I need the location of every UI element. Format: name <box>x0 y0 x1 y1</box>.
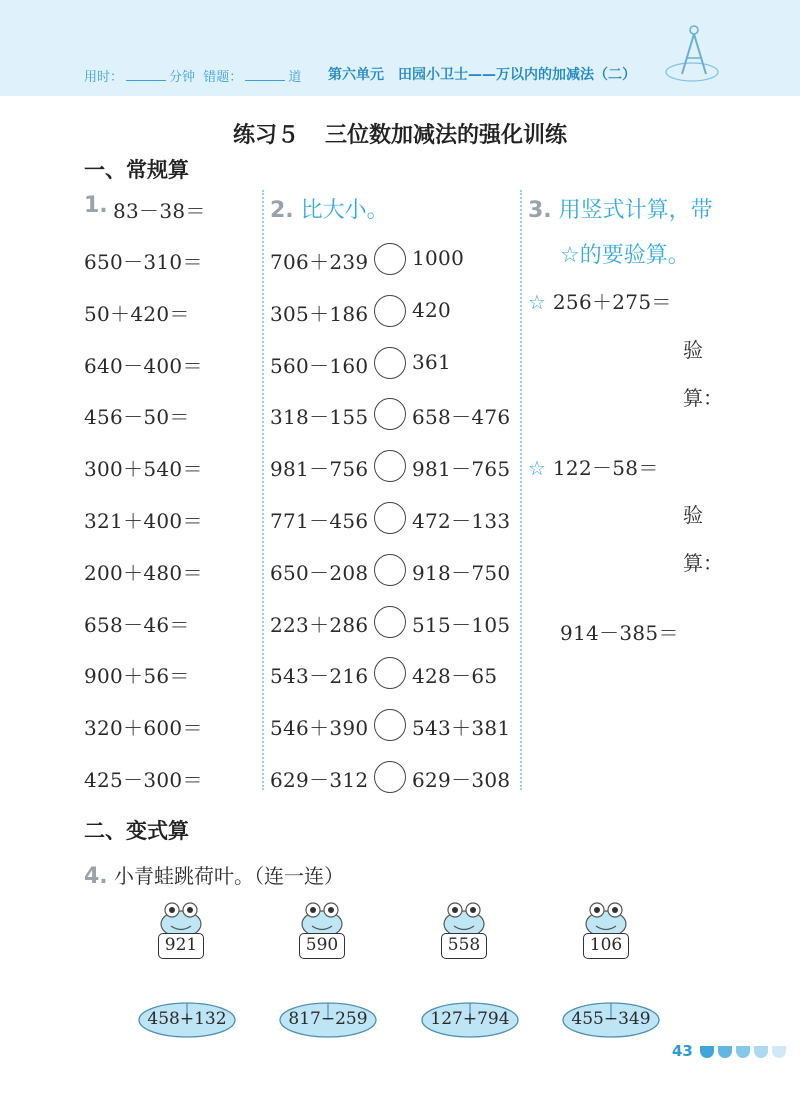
q1-item: 650－310＝ <box>84 250 203 274</box>
problems-label: 道 <box>288 70 302 85</box>
q3-instruction: 用竖式计算，带 <box>558 198 713 223</box>
compare-circle[interactable] <box>374 657 406 689</box>
q3-header <box>528 193 713 224</box>
check-label: 算： <box>683 551 723 575</box>
compare-circle[interactable] <box>374 243 406 275</box>
q3-instruction-line2: ☆的要验算。 <box>560 243 690 268</box>
frog-icon <box>157 898 205 938</box>
decor-dot-icon <box>736 1046 750 1058</box>
q2-left: 223＋286 <box>270 613 369 637</box>
check-label: 验 <box>683 503 703 527</box>
q2-left: 629－312 <box>270 768 369 792</box>
minute-label: 分钟 <box>169 70 196 85</box>
frog-icon <box>582 898 630 938</box>
compare-circle[interactable] <box>374 554 406 586</box>
decor-dot-icon <box>718 1046 732 1058</box>
frog-icon <box>440 898 488 938</box>
compare-circle[interactable] <box>374 295 406 327</box>
q1-item: 321＋400＝ <box>84 509 203 533</box>
section2-heading: 二、变式算 <box>84 819 189 843</box>
compare-circle[interactable] <box>374 450 406 482</box>
q1-item: 50＋420＝ <box>84 302 190 326</box>
lily-pad-expression[interactable]: 127+794 <box>430 1009 510 1029</box>
q3-problem: 914－385＝ <box>560 621 679 645</box>
unit-title: 第六单元 田园小卫士——万以内的加减法（二） <box>328 67 636 83</box>
q2-right: 428－65 <box>412 664 498 688</box>
q2-right: 658－476 <box>412 405 511 429</box>
q1-item: 640－400＝ <box>84 354 203 378</box>
q2-left: 318－155 <box>270 405 369 429</box>
q1-header <box>84 193 108 218</box>
page-title <box>0 118 800 149</box>
q2-left: 706＋239 <box>270 250 369 274</box>
q3-problem-text: 122－58＝ <box>552 456 659 480</box>
q4-instruction: 小青蛙跳荷叶。（连一连） <box>114 864 345 888</box>
compare-circle[interactable] <box>374 502 406 534</box>
lesson-topic: 三位数加减法的强化训练 <box>325 123 568 148</box>
lily-pad-expression[interactable]: 458+132 <box>147 1009 227 1029</box>
lily-pad-expression[interactable]: 817−259 <box>288 1009 368 1029</box>
compare-circle[interactable] <box>374 347 406 379</box>
q4-number: 4. <box>84 864 108 889</box>
q3-number: 3. <box>528 198 552 223</box>
star-icon: ☆ <box>528 290 547 314</box>
compare-circle[interactable] <box>374 606 406 638</box>
compare-circle[interactable] <box>374 398 406 430</box>
errors-blank[interactable] <box>245 69 285 81</box>
star-icon: ☆ <box>528 456 547 480</box>
q2-right: 515－105 <box>412 613 511 637</box>
check-label: 算： <box>683 386 723 410</box>
q2-right: 420 <box>412 298 452 322</box>
time-label: 用时： <box>84 70 124 85</box>
q1-item: 83－38＝ <box>113 199 206 223</box>
frog-icon <box>298 898 346 938</box>
q2-left: 981－756 <box>270 457 369 481</box>
compass-icon <box>662 22 722 84</box>
q2-left: 771－456 <box>270 509 369 533</box>
q1-item: 425－300＝ <box>84 768 203 792</box>
q1-item: 900＋56＝ <box>84 664 190 688</box>
q2-right: 472－133 <box>412 509 511 533</box>
q2-right: 981－765 <box>412 457 511 481</box>
frog-number[interactable]: 106 <box>583 933 629 959</box>
q2-number: 2. <box>270 198 294 223</box>
compare-circle[interactable] <box>374 761 406 793</box>
q2-left: 546＋390 <box>270 716 369 740</box>
lily-pad-expression[interactable]: 455−349 <box>571 1009 651 1029</box>
q1-item: 456－50＝ <box>84 405 190 429</box>
q3-problem-text: 256＋275＝ <box>552 290 672 314</box>
column-divider <box>262 190 264 790</box>
compare-circle[interactable] <box>374 709 406 741</box>
q2-left: 560－160 <box>270 354 369 378</box>
section1-heading: 一、常规算 <box>84 158 189 182</box>
q2-left: 543－216 <box>270 664 369 688</box>
decor-dot-icon <box>772 1046 786 1058</box>
q2-right: 361 <box>412 350 452 374</box>
time-blank[interactable] <box>126 69 166 81</box>
q2-left: 305＋186 <box>270 302 369 326</box>
q1-item: 658－46＝ <box>84 613 190 637</box>
q1-item: 320＋600＝ <box>84 716 203 740</box>
page-number: 43 <box>672 1042 693 1060</box>
decor-dot-icon <box>754 1046 768 1058</box>
frog-number[interactable]: 590 <box>299 933 345 959</box>
q1-number: 1. <box>84 193 108 218</box>
q3-problem <box>528 286 672 315</box>
q1-item: 200＋480＝ <box>84 561 203 585</box>
errors-label: 错题： <box>203 70 243 85</box>
decor-dot-icon <box>700 1046 714 1058</box>
q2-right: 629－308 <box>412 768 511 792</box>
q4-header <box>84 860 344 889</box>
header-band <box>0 0 800 96</box>
time-error-record <box>84 66 301 85</box>
frog-number[interactable]: 558 <box>441 933 487 959</box>
frog-number[interactable]: 921 <box>158 933 204 959</box>
column-divider <box>520 190 522 790</box>
lesson-number: 练习５ <box>232 123 299 148</box>
q2-instruction: 比大小。 <box>300 198 389 223</box>
q2-right: 543＋381 <box>412 716 511 740</box>
check-label: 验 <box>683 338 703 362</box>
q3-problem <box>528 452 659 481</box>
q1-item: 300＋540＝ <box>84 457 203 481</box>
q2-right: 918－750 <box>412 561 511 585</box>
q2-right: 1000 <box>412 246 465 270</box>
q2-header <box>270 193 389 224</box>
q2-left: 650－208 <box>270 561 369 585</box>
